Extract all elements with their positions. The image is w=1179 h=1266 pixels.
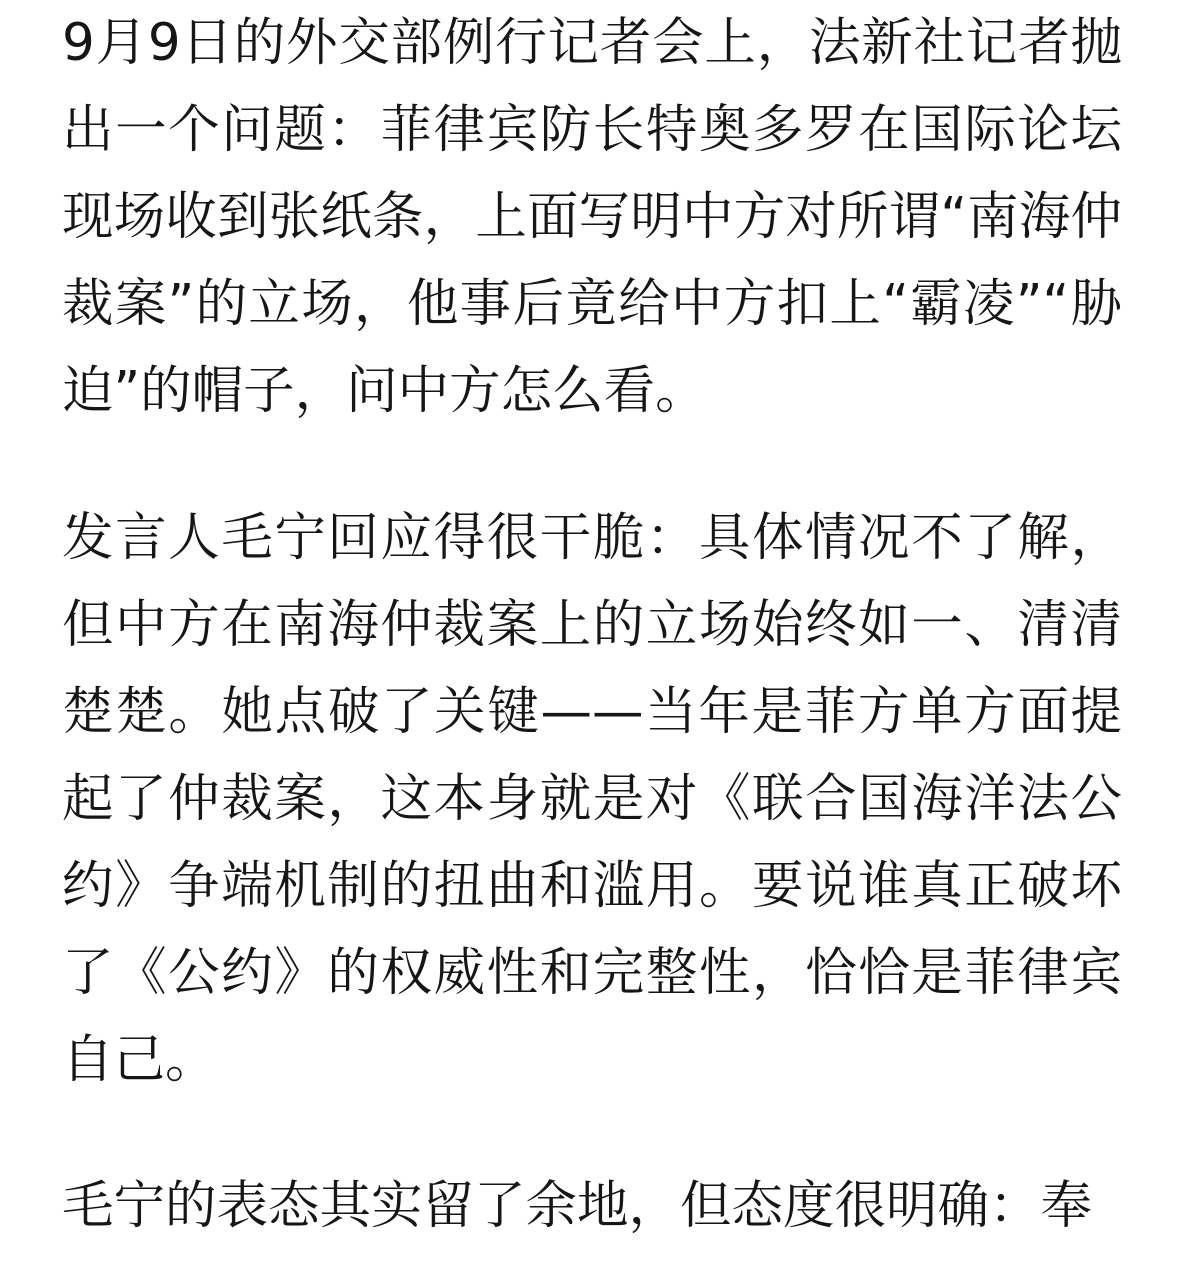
paragraph-press-conference-question: 9月9日的外交部例行记者会上，法新社记者抛出一个问题：菲律宾防长特奥多罗在国际论坛现场收到张纸条，上面写明中方对所谓“南海仲裁案”的立场，他事后竟给中方扣上“霸凌”“胁迫”的帽子，问中方怎么看。 <box>62 13 1122 421</box>
paragraph-spokesperson-response: 发言人毛宁回应得很干脆：具体情况不了解，但中方在南海仲裁案上的立场始终如一、清清楚楚。她点破了关键——当年是菲方单方面提起了仲裁案，这本身就是对《联合国海洋法公约》争端机制的扭曲和滥用。要说谁真正破坏了《公约》的权威性和完整性，恰恰是菲律宾自己。 <box>62 508 1122 1090</box>
paragraph-commentary: 毛宁的表态其实留了余地，但态度很明确：奉 <box>62 1176 1093 1236</box>
